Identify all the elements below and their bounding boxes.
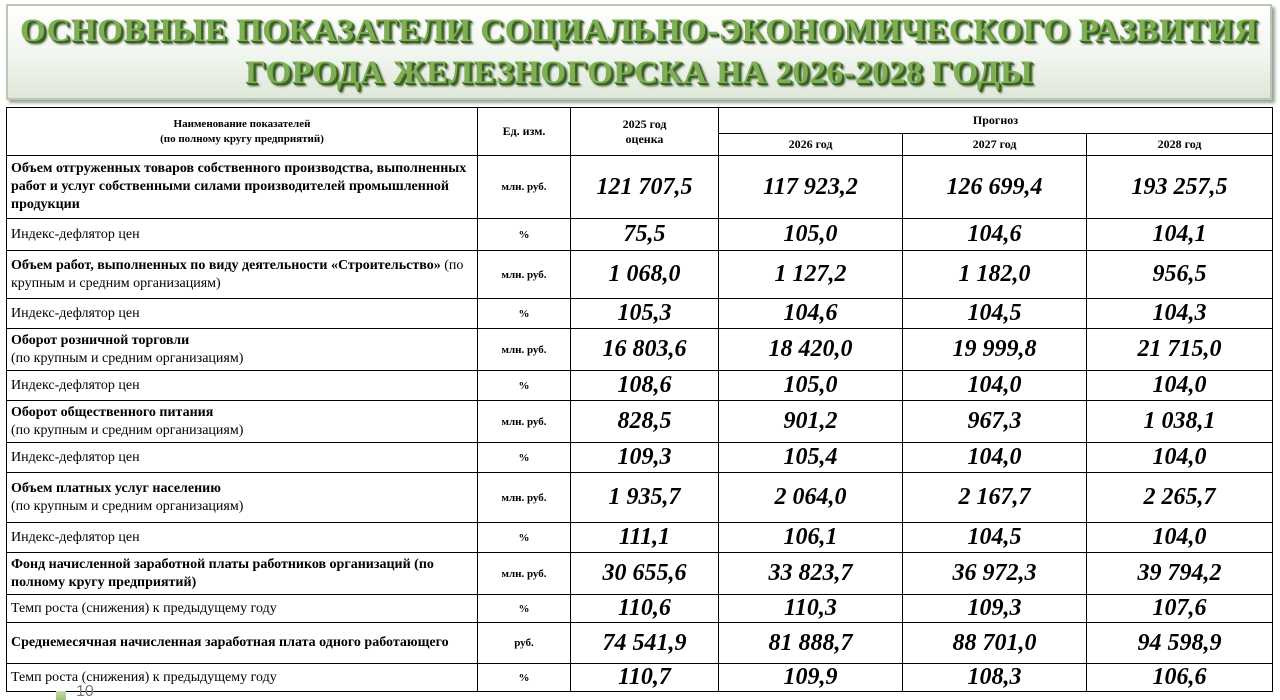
indicator-name-bold: Объем платных услуг населению — [11, 480, 221, 496]
value-2027: 88 701,0 — [903, 623, 1087, 664]
table-row — [7, 299, 1273, 329]
value-2027: 109,3 — [903, 595, 1087, 623]
title-banner — [6, 4, 1272, 100]
table-row — [7, 401, 1273, 443]
indicator-name — [7, 523, 478, 553]
unit-cell: млн. руб. — [478, 401, 571, 443]
value-2026: 105,4 — [719, 443, 903, 473]
value-2027: 104,5 — [903, 523, 1087, 553]
value-2028: 104,0 — [1087, 523, 1273, 553]
unit-cell: руб. — [478, 623, 571, 664]
table-row — [7, 371, 1273, 401]
value-2026: 110,3 — [719, 595, 903, 623]
value-2026: 117 923,2 — [719, 156, 903, 219]
table-row — [7, 329, 1273, 371]
value-2028: 104,3 — [1087, 299, 1273, 329]
indicator-name-bold: Объем отгруженных товаров собственного производства, выполненных работ и услуг собственными силами производителей промышленной продукции — [11, 161, 467, 212]
indicator-name — [7, 443, 478, 473]
value-2026: 106,1 — [719, 523, 903, 553]
unit-cell: % — [478, 595, 571, 623]
indicator-name-bold: Оборот розничной торговли — [11, 332, 190, 348]
indicator-name — [7, 623, 478, 664]
value-2027: 104,0 — [903, 371, 1087, 401]
unit-cell: млн. руб. — [478, 251, 571, 299]
value-2025: 105,3 — [571, 299, 719, 329]
value-2028: 106,6 — [1087, 664, 1273, 692]
value-2028: 104,0 — [1087, 371, 1273, 401]
value-2025: 111,1 — [571, 523, 719, 553]
table-row — [7, 553, 1273, 595]
indicator-name — [7, 371, 478, 401]
table-body — [7, 156, 1273, 692]
value-2028: 21 715,0 — [1087, 329, 1273, 371]
header-name-line1: Наименование показателей — [173, 117, 311, 130]
table-row — [7, 664, 1273, 692]
indicator-name — [7, 329, 478, 371]
value-2026: 901,2 — [719, 401, 903, 443]
indicator-name — [7, 595, 478, 623]
value-2025: 121 707,5 — [571, 156, 719, 219]
indicator-name-note: Индекс-дефлятор цен — [11, 305, 140, 321]
table-row — [7, 219, 1273, 251]
indicator-name — [7, 251, 478, 299]
header-2025-line1: 2025 год — [622, 116, 667, 131]
value-2027: 104,0 — [903, 443, 1087, 473]
value-2027: 1 182,0 — [903, 251, 1087, 299]
value-2027: 108,3 — [903, 664, 1087, 692]
table-row — [7, 595, 1273, 623]
value-2027: 126 699,4 — [903, 156, 1087, 219]
value-2028: 2 265,7 — [1087, 473, 1273, 523]
value-2025: 1 068,0 — [571, 251, 719, 299]
header-2026: 2026 год — [719, 134, 903, 156]
value-2025: 16 803,6 — [571, 329, 719, 371]
value-2025: 109,3 — [571, 443, 719, 473]
table-row — [7, 443, 1273, 473]
indicator-name — [7, 299, 478, 329]
indicator-name — [7, 219, 478, 251]
value-2028: 1 038,1 — [1087, 401, 1273, 443]
header-name-line2: (по полному кругу предприятий) — [160, 132, 324, 145]
value-2025: 30 655,6 — [571, 553, 719, 595]
value-2027: 2 167,7 — [903, 473, 1087, 523]
unit-cell: % — [478, 371, 571, 401]
indicator-name-note: Темп роста (снижения) к предыдущему году — [11, 669, 277, 685]
unit-cell: % — [478, 664, 571, 692]
unit-cell: % — [478, 219, 571, 251]
unit-cell: % — [478, 443, 571, 473]
table-row — [7, 251, 1273, 299]
unit-cell: млн. руб. — [478, 473, 571, 523]
table-row — [7, 156, 1273, 219]
unit-cell: % — [478, 523, 571, 553]
table-row — [7, 523, 1273, 553]
indicator-name — [7, 156, 478, 219]
indicator-name-note: (по крупным и средним организациям) — [11, 498, 244, 514]
value-2025: 75,5 — [571, 219, 719, 251]
header-2028: 2028 год — [1087, 134, 1273, 156]
value-2026: 18 420,0 — [719, 329, 903, 371]
indicator-name-note: (по крупным и средним организациям) — [11, 350, 244, 366]
value-2027: 36 972,3 — [903, 553, 1087, 595]
header-unit: Ед. изм. — [478, 108, 571, 156]
value-2025: 74 541,9 — [571, 623, 719, 664]
unit-cell: млн. руб. — [478, 329, 571, 371]
value-2028: 39 794,2 — [1087, 553, 1273, 595]
indicator-name-bold: Оборот общественного питания — [11, 404, 214, 420]
indicator-name-note: Темп роста (снижения) к предыдущему году — [11, 600, 277, 616]
indicator-name — [7, 401, 478, 443]
value-2028: 956,5 — [1087, 251, 1273, 299]
header-2027: 2027 год — [903, 134, 1087, 156]
indicators-table — [6, 107, 1273, 692]
value-2026: 104,6 — [719, 299, 903, 329]
value-2025: 1 935,7 — [571, 473, 719, 523]
table-row — [7, 473, 1273, 523]
value-2026: 109,9 — [719, 664, 903, 692]
value-2028: 107,6 — [1087, 595, 1273, 623]
title-line-2: ГОРОДА ЖЕЛЕЗНОГОРСКА НА 2026-2028 ГОДЫ — [244, 55, 1034, 91]
table-row — [7, 623, 1273, 664]
header-2025 — [571, 108, 719, 156]
value-2027: 19 999,8 — [903, 329, 1087, 371]
value-2028: 104,1 — [1087, 219, 1273, 251]
indicator-name-note: Индекс-дефлятор цен — [11, 377, 140, 393]
value-2025: 110,6 — [571, 595, 719, 623]
header-indicator-name — [7, 108, 478, 156]
value-2026: 81 888,7 — [719, 623, 903, 664]
value-2026: 105,0 — [719, 219, 903, 251]
value-2027: 967,3 — [903, 401, 1087, 443]
value-2026: 33 823,7 — [719, 553, 903, 595]
value-2025: 110,7 — [571, 664, 719, 692]
indicator-name — [7, 553, 478, 595]
value-2026: 105,0 — [719, 371, 903, 401]
value-2026: 2 064,0 — [719, 473, 903, 523]
indicator-name-note: (по крупным и средним организациям) — [11, 257, 464, 291]
value-2026: 1 127,2 — [719, 251, 903, 299]
indicator-name-bold: Фонд начисленной заработной платы работников организаций (по полному кругу предприятий) — [11, 556, 434, 590]
value-2028: 193 257,5 — [1087, 156, 1273, 219]
value-2028: 94 598,9 — [1087, 623, 1273, 664]
value-2025: 108,6 — [571, 371, 719, 401]
indicator-name-note: (по крупным и средним организациям) — [11, 422, 244, 438]
indicator-name-note: Индекс-дефлятор цен — [11, 226, 140, 242]
indicator-name-note: Индекс-дефлятор цен — [11, 449, 140, 465]
indicator-name-bold: Объем работ, выполненных по виду деятельности «Строительство» — [11, 257, 441, 273]
indicator-name-note: Индекс-дефлятор цен — [11, 529, 140, 545]
footer-decoration — [56, 691, 66, 700]
indicator-name — [7, 473, 478, 523]
value-2028: 104,0 — [1087, 443, 1273, 473]
page-number: 10 — [76, 684, 94, 700]
value-2025: 828,5 — [571, 401, 719, 443]
unit-cell: млн. руб. — [478, 156, 571, 219]
unit-cell: млн. руб. — [478, 553, 571, 595]
unit-cell: % — [478, 299, 571, 329]
indicator-name-bold: Среднемесячная начисленная заработная плата одного работающего — [11, 635, 449, 650]
value-2027: 104,5 — [903, 299, 1087, 329]
title-line-1: ОСНОВНЫЕ ПОКАЗАТЕЛИ СОЦИАЛЬНО-ЭКОНОМИЧЕСКОГО РАЗВИТИЯ — [20, 13, 1258, 49]
value-2027: 104,6 — [903, 219, 1087, 251]
header-forecast: Прогноз — [719, 108, 1273, 134]
header-2025-line2: оценка — [625, 131, 664, 146]
